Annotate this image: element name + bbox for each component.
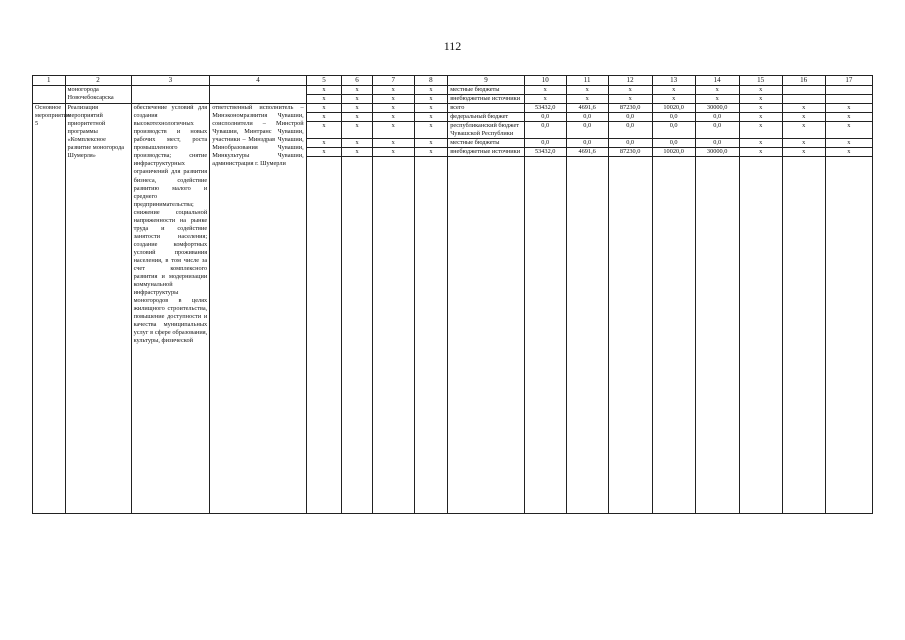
cell-c6: x	[342, 122, 372, 139]
cell-c17: x	[825, 104, 872, 113]
col-header: 7	[372, 76, 414, 86]
cell-c11: 0,0	[566, 113, 608, 122]
cell-c5: x	[306, 104, 342, 113]
cell-c11: 4691,6	[566, 104, 608, 113]
cell-c12: x	[608, 86, 652, 95]
cell-c13: 10020,0	[652, 104, 695, 113]
empty-cell	[695, 157, 739, 514]
cell-c12: x	[608, 95, 652, 104]
cell-c10: 53432,0	[524, 148, 566, 157]
col-header: 12	[608, 76, 652, 86]
cell-c8: x	[414, 113, 448, 122]
cell-source: местные бюджеты	[448, 139, 525, 148]
cell-c14: 30000,0	[695, 104, 739, 113]
cell-c16: x	[782, 113, 825, 122]
cell-c6: x	[342, 113, 372, 122]
cell-c10: 0,0	[524, 122, 566, 139]
cell-c5: x	[306, 122, 342, 139]
empty-cell	[448, 157, 525, 514]
cell-c12: 87230,0	[608, 104, 652, 113]
cell-c5: x	[306, 86, 342, 95]
col-header: 8	[414, 76, 448, 86]
empty-cell	[739, 157, 782, 514]
table-row	[33, 86, 873, 95]
cell-c7: x	[372, 86, 414, 95]
empty-cell	[306, 157, 342, 514]
cell-c15: x	[739, 122, 782, 139]
cell-c15: x	[739, 148, 782, 157]
empty-cell	[342, 157, 372, 514]
cell-c6: x	[342, 148, 372, 157]
cell-c6: x	[342, 104, 372, 113]
cell-c8: x	[414, 139, 448, 148]
col-header: 6	[342, 76, 372, 86]
cell-c7: x	[372, 95, 414, 104]
cell-c10: x	[524, 86, 566, 95]
cell-c11: 0,0	[566, 122, 608, 139]
prev-executors-cell	[210, 86, 306, 104]
col-header: 9	[448, 76, 525, 86]
cell-c16: x	[782, 104, 825, 113]
cell-c8: x	[414, 148, 448, 157]
cell-c14: 0,0	[695, 122, 739, 139]
empty-cell	[566, 157, 608, 514]
empty-cell	[372, 157, 414, 514]
cell-c12: 0,0	[608, 122, 652, 139]
cell-source: федеральный бюджет	[448, 113, 525, 122]
col-header: 15	[739, 76, 782, 86]
cell-c17: x	[825, 113, 872, 122]
column-number-row	[33, 76, 873, 86]
measure-label-cell: Основное мероприятие 5	[33, 104, 66, 514]
prev-name-cell: моногорода Новочебоксарска	[65, 86, 131, 104]
cell-c13: 0,0	[652, 139, 695, 148]
cell-source: внебюджетные источники	[448, 95, 525, 104]
col-header: 16	[782, 76, 825, 86]
cell-c12: 87230,0	[608, 148, 652, 157]
cell-c13: x	[652, 95, 695, 104]
col-header: 14	[695, 76, 739, 86]
cell-c17	[825, 95, 872, 104]
col-header: 4	[210, 76, 306, 86]
cell-c11: x	[566, 86, 608, 95]
measure-name-cell: Реализация мероприятий приоритетной программы «Комплексное развитие моногорода Шумерля»	[65, 104, 131, 514]
cell-c13: 0,0	[652, 113, 695, 122]
cell-c15: x	[739, 95, 782, 104]
cell-c14: x	[695, 95, 739, 104]
cell-c13: 0,0	[652, 122, 695, 139]
table-row	[33, 104, 873, 113]
cell-c13: 10020,0	[652, 148, 695, 157]
cell-source: республиканский бюджет Чувашской Республики	[448, 122, 525, 139]
col-header: 1	[33, 76, 66, 86]
cell-c16: x	[782, 139, 825, 148]
cell-c7: x	[372, 122, 414, 139]
cell-c15: x	[739, 113, 782, 122]
cell-c16	[782, 95, 825, 104]
empty-cell	[825, 157, 872, 514]
cell-c7: x	[372, 113, 414, 122]
cell-c7: x	[372, 148, 414, 157]
cell-c10: 53432,0	[524, 104, 566, 113]
cell-c5: x	[306, 95, 342, 104]
cell-c17: x	[825, 139, 872, 148]
cell-c15: x	[739, 139, 782, 148]
cell-c12: 0,0	[608, 113, 652, 122]
cell-c8: x	[414, 122, 448, 139]
cell-c14: 30000,0	[695, 148, 739, 157]
prev-goals-cell	[131, 86, 210, 104]
cell-c16: x	[782, 122, 825, 139]
cell-c16: x	[782, 148, 825, 157]
cell-c6: x	[342, 139, 372, 148]
page-number: 112	[443, 39, 462, 53]
cell-c15: x	[739, 104, 782, 113]
cell-c17: x	[825, 148, 872, 157]
cell-c10: x	[524, 95, 566, 104]
measure-executors-cell: ответственный исполнитель – Минэкономразвития Чувашии, соисполнители – Минстрой Чувашии, Минтранс Чувашии, участники – Минздрав Чувашии, Минобразования Чувашии, Минкультуры Чувашии, администрация г. Шумерли	[210, 104, 306, 514]
program-table	[32, 75, 873, 514]
cell-c7: x	[372, 139, 414, 148]
cell-c14: 0,0	[695, 139, 739, 148]
cell-source: местные бюджеты	[448, 86, 525, 95]
cell-c14: 0,0	[695, 113, 739, 122]
empty-cell	[524, 157, 566, 514]
col-header: 11	[566, 76, 608, 86]
cell-source: внебюджетные источники	[448, 148, 525, 157]
cell-c10: 0,0	[524, 113, 566, 122]
col-header: 10	[524, 76, 566, 86]
cell-c8: x	[414, 86, 448, 95]
cell-c10: 0,0	[524, 139, 566, 148]
empty-cell	[652, 157, 695, 514]
col-header: 2	[65, 76, 131, 86]
empty-cell	[414, 157, 448, 514]
cell-c11: 0,0	[566, 139, 608, 148]
cell-c5: x	[306, 113, 342, 122]
prev-label-cell	[33, 86, 66, 104]
cell-c17: x	[825, 122, 872, 139]
cell-c8: x	[414, 95, 448, 104]
col-header: 3	[131, 76, 210, 86]
empty-cell	[782, 157, 825, 514]
measure-goals-cell: обеспечение условий для создания высокотехнологичных производств и новых рабочих мест, роста промышленного производства; снятие инфраструктурных ограничений для развития бизнеса, содействие развитию малого и среднего предпринимательства; снижение социальной напряженности на рынке труда и содействие занятости населения; создание комфортных условий проживания населения, в том числе за счет комплексного развития и модернизации коммунальной инфраструктуры моногородов в целях жилищного строительства, повышение доступности и качества муниципальных услуг в сфере образования, культуры, физической	[131, 104, 210, 514]
cell-c12: 0,0	[608, 139, 652, 148]
cell-c13: x	[652, 86, 695, 95]
cell-c11: 4691,6	[566, 148, 608, 157]
empty-cell	[608, 157, 652, 514]
col-header: 17	[825, 76, 872, 86]
cell-c15: x	[739, 86, 782, 95]
cell-c7: x	[372, 104, 414, 113]
col-header: 13	[652, 76, 695, 86]
cell-c6: x	[342, 86, 372, 95]
cell-c6: x	[342, 95, 372, 104]
cell-c11: x	[566, 95, 608, 104]
col-header: 5	[306, 76, 342, 86]
cell-c5: x	[306, 139, 342, 148]
cell-source: всего	[448, 104, 525, 113]
cell-c17	[825, 86, 872, 95]
cell-c5: x	[306, 148, 342, 157]
cell-c14: x	[695, 86, 739, 95]
cell-c16	[782, 86, 825, 95]
cell-c8: x	[414, 104, 448, 113]
